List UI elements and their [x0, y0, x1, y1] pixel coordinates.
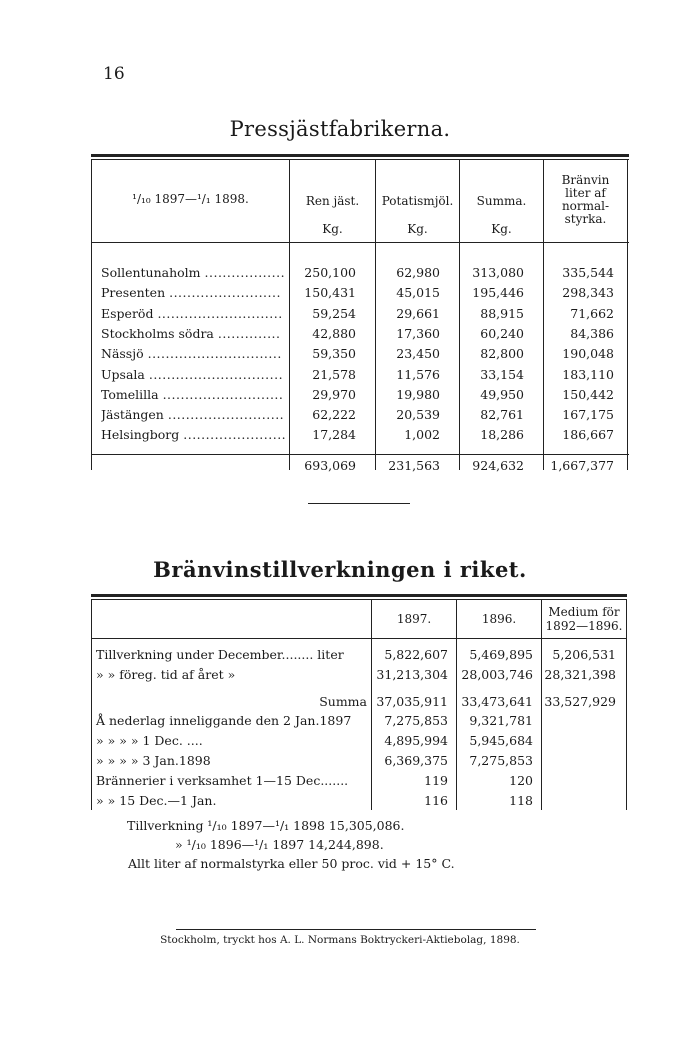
table1-cell-spirits: 183,110 — [562, 367, 614, 382]
table2-row-label: Tillverkning under December........ liter — [96, 647, 344, 662]
table1-cell-spirits: 84,386 — [570, 326, 614, 341]
note-1: Tillverkning ¹/₁₀ 1897—¹/₁ 1898 15,305,086. — [127, 818, 405, 833]
table1-cell-potato: 45,015 — [396, 285, 440, 300]
table1-cell-yeast: 59,254 — [312, 306, 356, 321]
table1-header-potato: Potatismjöl. — [381, 194, 454, 208]
table2-header-medium-years: 1892—1896. — [545, 619, 623, 633]
table1-cell-sum: 49,950 — [480, 387, 524, 402]
table1-header-yeast: Ren jäst. — [305, 194, 360, 208]
table1-cell-sum: 195,446 — [472, 285, 524, 300]
table2-cell-medium: 33,527,929 — [544, 694, 616, 709]
table2-header-medium: Medium för — [548, 605, 620, 619]
table1-row-name: Presenten ......................... — [101, 285, 281, 300]
table1-header-potato-unit: Kg. — [407, 222, 428, 236]
table1-row-name: Stockholms södra .............. — [101, 326, 281, 341]
table2-row-label: » » föreg. tid af året » — [96, 667, 236, 682]
table1-cell-spirits: 335,544 — [562, 265, 614, 280]
table1-header-sum-unit: Kg. — [491, 222, 512, 236]
table1-cell-sum: 82,761 — [480, 407, 524, 422]
table1-cell-yeast: 17,284 — [312, 427, 356, 442]
table1-cell-spirits: 186,667 — [562, 427, 614, 442]
table1-cell-yeast: 250,100 — [304, 265, 356, 280]
table1-total-spirits: 1,667,377 — [550, 458, 614, 473]
table2-header-1896: 1896. — [481, 612, 517, 626]
table1-cell-spirits: 298,343 — [562, 285, 614, 300]
table1-row-name: Tomelilla ........................... — [101, 387, 284, 402]
table1-cell-potato: 11,576 — [396, 367, 440, 382]
table1-cell-sum: 313,080 — [472, 265, 524, 280]
note-3: Allt liter af normalstyrka eller 50 proc. vid + 15° C. — [128, 856, 455, 871]
table1-cell-potato: 23,450 — [396, 346, 440, 361]
printer-footer: Stockholm, tryckt hos A. L. Normans Boktryckeri-Aktiebolag, 1898. — [160, 934, 520, 946]
table2-cell-1897: 116 — [424, 793, 448, 808]
table1-cell-potato: 19,980 — [396, 387, 440, 402]
table1-total-potato: 231,563 — [388, 458, 440, 473]
table2-cell-1897: 119 — [424, 773, 448, 788]
table1-row-name: Jästängen .......................... — [101, 407, 285, 422]
table1-cell-yeast: 42,880 — [312, 326, 356, 341]
table2-cell-medium: 28,321,398 — [544, 667, 616, 682]
table1-row-name: Sollentunaholm .................. — [101, 265, 286, 280]
table1-cell-potato: 1,002 — [404, 427, 440, 442]
table1-cell-potato: 29,661 — [396, 306, 440, 321]
table2-cell-1897: 5,822,607 — [384, 647, 448, 662]
table1-cell-spirits: 167,175 — [562, 407, 614, 422]
table1-cell-spirits: 190,048 — [562, 346, 614, 361]
table2-header-1897: 1897. — [396, 612, 432, 626]
table2-cell-1896: 118 — [509, 793, 533, 808]
table2-cell-1897: 4,895,994 — [384, 733, 448, 748]
table1-cell-sum: 60,240 — [480, 326, 524, 341]
table1-cell-sum: 33,154 — [480, 367, 524, 382]
table2-cell-1897: 6,369,375 — [384, 753, 448, 768]
table1-header-yeast-unit: Kg. — [322, 222, 343, 236]
table1-row-name: Nässjö .............................. — [101, 346, 282, 361]
table1-cell-sum: 88,915 — [480, 306, 524, 321]
table2-cell-1897: 31,213,304 — [376, 667, 448, 682]
table1-total-yeast: 693,069 — [304, 458, 356, 473]
table2-cell-1896: 120 — [509, 773, 533, 788]
table2-cell-1897: 7,275,853 — [384, 713, 448, 728]
table1-header-sum: Summa. — [476, 194, 527, 208]
table2-cell-1896: 7,275,853 — [469, 753, 533, 768]
table2-cell-1896: 9,321,781 — [469, 713, 533, 728]
table1-row-name: Upsala .............................. — [101, 367, 284, 382]
table1-cell-yeast: 150,431 — [304, 285, 356, 300]
table2-row-label: » » » » 3 Jan.1898 — [96, 753, 211, 768]
table1-cell-sum: 18,286 — [480, 427, 524, 442]
table2-row-label: Å nederlag inneliggande den 2 Jan.1897 — [96, 713, 352, 728]
table1-total-sum: 924,632 — [472, 458, 524, 473]
page-number: 16 — [103, 64, 125, 84]
table2-cell-medium: 5,206,531 — [552, 647, 616, 662]
table1-cell-spirits: 71,662 — [570, 306, 614, 321]
table2-title: Bränvinstillverkningen i riket. — [153, 557, 527, 582]
table1-cell-spirits: 150,442 — [562, 387, 614, 402]
table2-row-label: » » 15 Dec.—1 Jan. — [96, 793, 217, 808]
table1-title: Pressjästfabrikerna. — [229, 117, 451, 141]
note-2: » ¹/₁₀ 1896—¹/₁ 1897 14,244,898. — [175, 837, 384, 852]
table1-cell-yeast: 59,350 — [312, 346, 356, 361]
table1-row-name: Esperöd ............................ — [101, 306, 283, 321]
footer-rule — [176, 929, 536, 930]
table1-cell-sum: 82,800 — [480, 346, 524, 361]
table2-cell-1896: 5,469,895 — [469, 647, 533, 662]
table1-cell-yeast: 29,970 — [312, 387, 356, 402]
table2-row-label: Brännerier i verksamhet 1—15 Dec....... — [96, 773, 349, 788]
table2-row-label: » » » » 1 Dec. .... — [96, 733, 203, 748]
table1-cell-yeast: 21,578 — [312, 367, 356, 382]
section-divider — [308, 503, 410, 504]
table2-row-label: Summa — [319, 694, 367, 709]
table1-cell-yeast: 62,222 — [312, 407, 356, 422]
table1-row-name: Helsingborg ....................... — [101, 427, 286, 442]
table2-cell-1896: 5,945,684 — [469, 733, 533, 748]
table2-cell-1896: 33,473,641 — [461, 694, 533, 709]
table2-cell-1897: 37,035,911 — [376, 694, 448, 709]
table1-cell-potato: 62,980 — [396, 265, 440, 280]
table1-cell-potato: 20,539 — [396, 407, 440, 422]
table1-cell-potato: 17,360 — [396, 326, 440, 341]
table1-header-spirits: Bränvin liter af normal- styrka. — [561, 173, 610, 226]
table1-period-label: ¹/₁₀ 1897—¹/₁ 1898. — [132, 192, 249, 206]
table2-cell-1896: 28,003,746 — [461, 667, 533, 682]
